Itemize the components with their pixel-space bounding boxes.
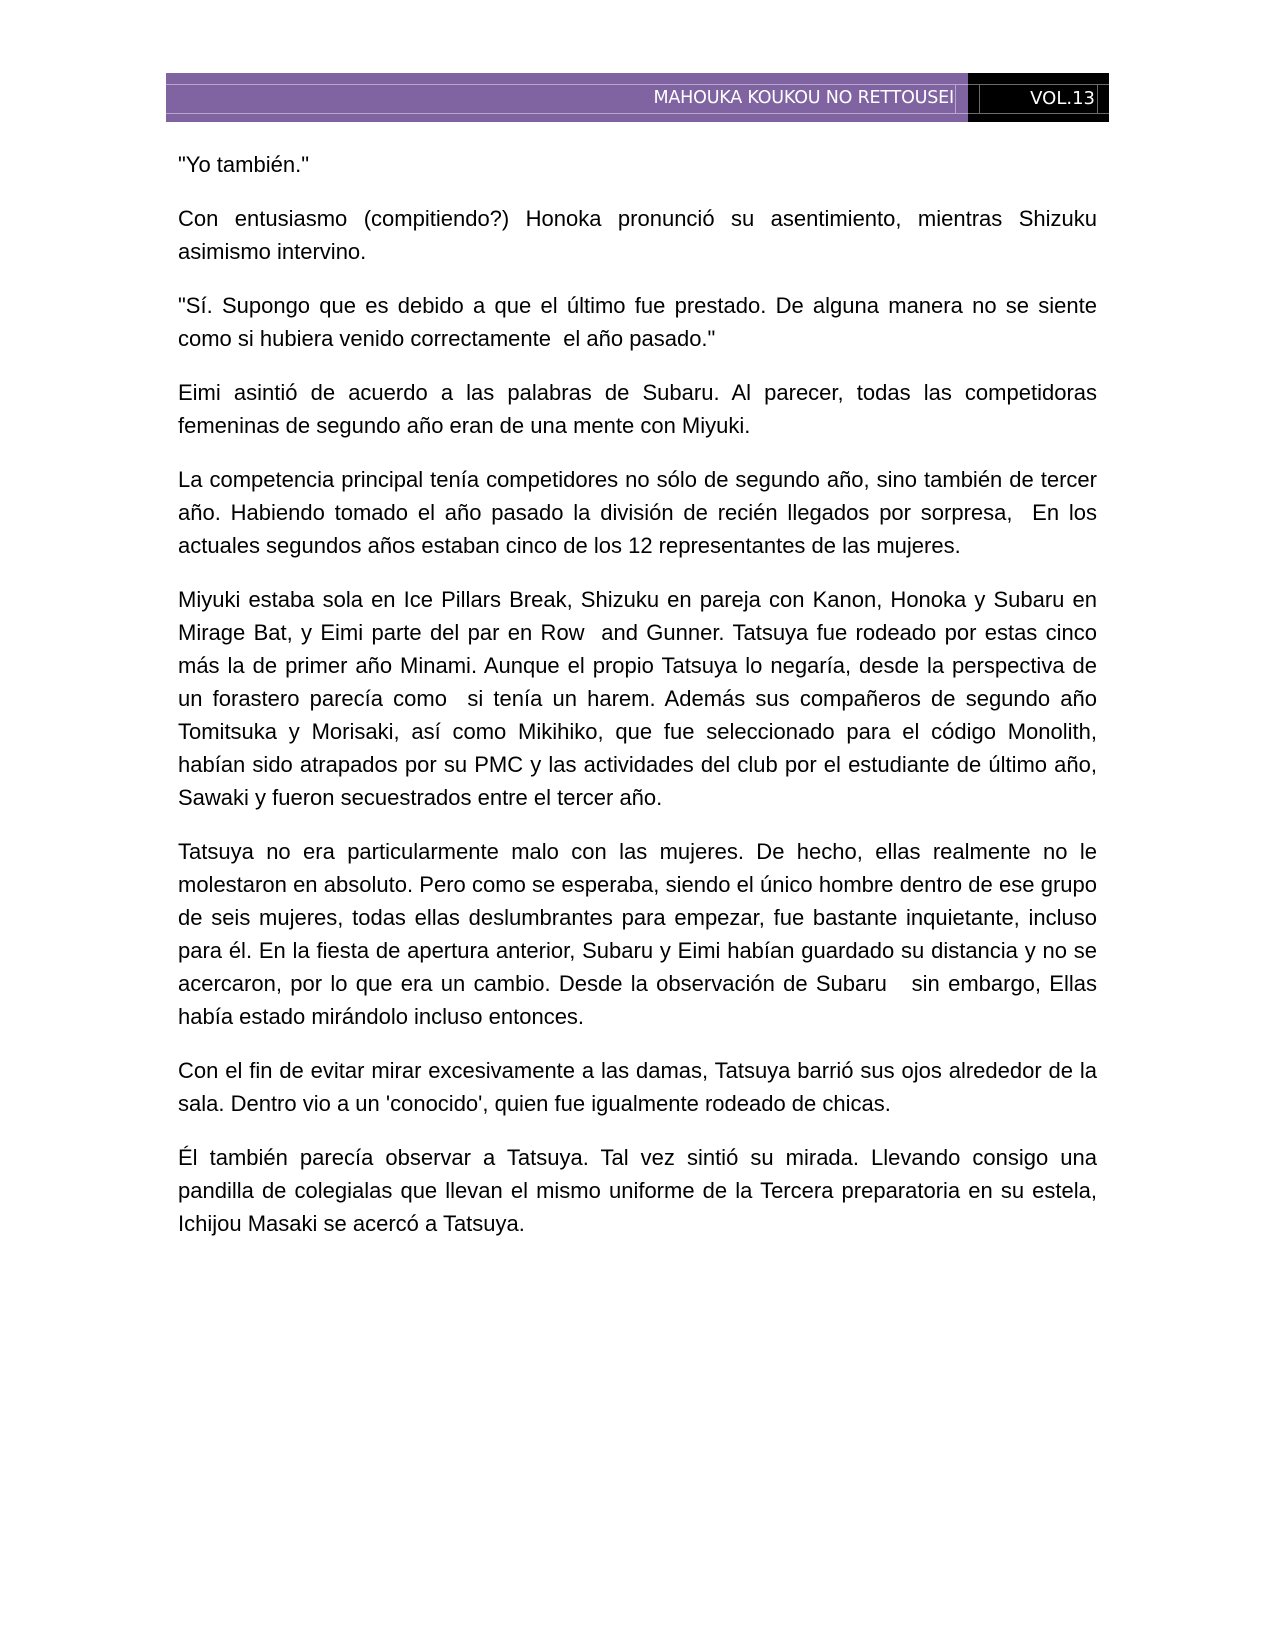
paragraph: Con el fin de evitar mirar excesivamente a las damas, Tatsuya barrió sus ojos alrededor de la sala. Dentro vio a un 'conocido', quien fue igualmente rodeado de chicas. [178,1058,1104,1116]
header-cell-divider [955,84,956,114]
volume-rule-bottom [968,113,1109,114]
page-body [178,148,1104,1261]
header-rule-bottom [166,113,968,114]
header-volume-cell [968,73,1109,122]
paragraph: Tatsuya no era particularmente malo con las mujeres. De hecho, ellas realmente no le molestaron en absoluto. Pero como se esperaba, siendo el único hombre dentro de ese grupo de seis mujeres, todas ellas deslumbrantes para empezar, fue bastante inquietante, incluso para él. En la fiesta de apertura anterior, Subaru y Eimi habían guardado su distancia y no se acercaron, por lo que era un cambio. Desde la observación de Subaru sin embargo, Ellas había estado mirándolo incluso entonces. [178,839,1104,1029]
paragraph: "Yo también." [178,152,310,177]
paragraph: Eimi asintió de acuerdo a las palabras de Subaru. Al parecer, todas las competidoras femeninas de segundo año eran de una mente con Miyuki. [178,380,1104,438]
paragraph: Con entusiasmo (compitiendo?) Honoka pronunció su asentimiento, mientras Shizuku asimismo intervino. [178,206,1104,264]
paragraph: Él también parecía observar a Tatsuya. Tal vez sintió su mirada. Llevando consigo una pandilla de colegialas que llevan el mismo uniforme de la Tercera preparatoria en su estela, Ichijou Masaki se acercó a Tatsuya. [178,1145,1104,1236]
volume-divider-right [1097,84,1098,114]
paragraph: "Sí. Supongo que es debido a que el último fue prestado. De alguna manera no se siente como si hubiera venido correctamente el año pasado." [178,293,1104,351]
series-title: MAHOUKA KOUKOU NO RETTOUSEI [653,88,954,108]
header-title-cell [166,73,968,122]
volume-label: VOL.13 [1030,88,1095,109]
page-header [166,73,1109,122]
paragraph: La competencia principal tenía competidores no sólo de segundo año, sino también de tercer año. Habiendo tomado el año pasado la división de recién llegados por sorpresa, En los actuales segundos años estaban cinco de los 12 representantes de las mujeres. [178,467,1104,558]
volume-divider-left [979,84,980,114]
paragraph: Miyuki estaba sola en Ice Pillars Break, Shizuku en pareja con Kanon, Honoka y Subaru en Mirage Bat, y Eimi parte del par en Row and Gunner. Tatsuya fue rodeado por estas cinco más la de primer año Minami. Aunque el propio Tatsuya lo negaría, desde la perspectiva de un forastero parecía como si tenía un harem. Además sus compañeros de segundo año Tomitsuka y Morisaki, así como Mikihiko, que fue seleccionado para el código Monolith, habían sido atrapados por su PMC y las actividades del club por el estudiante de último año, Sawaki y fueron secuestrados entre el tercer año. [178,587,1104,810]
